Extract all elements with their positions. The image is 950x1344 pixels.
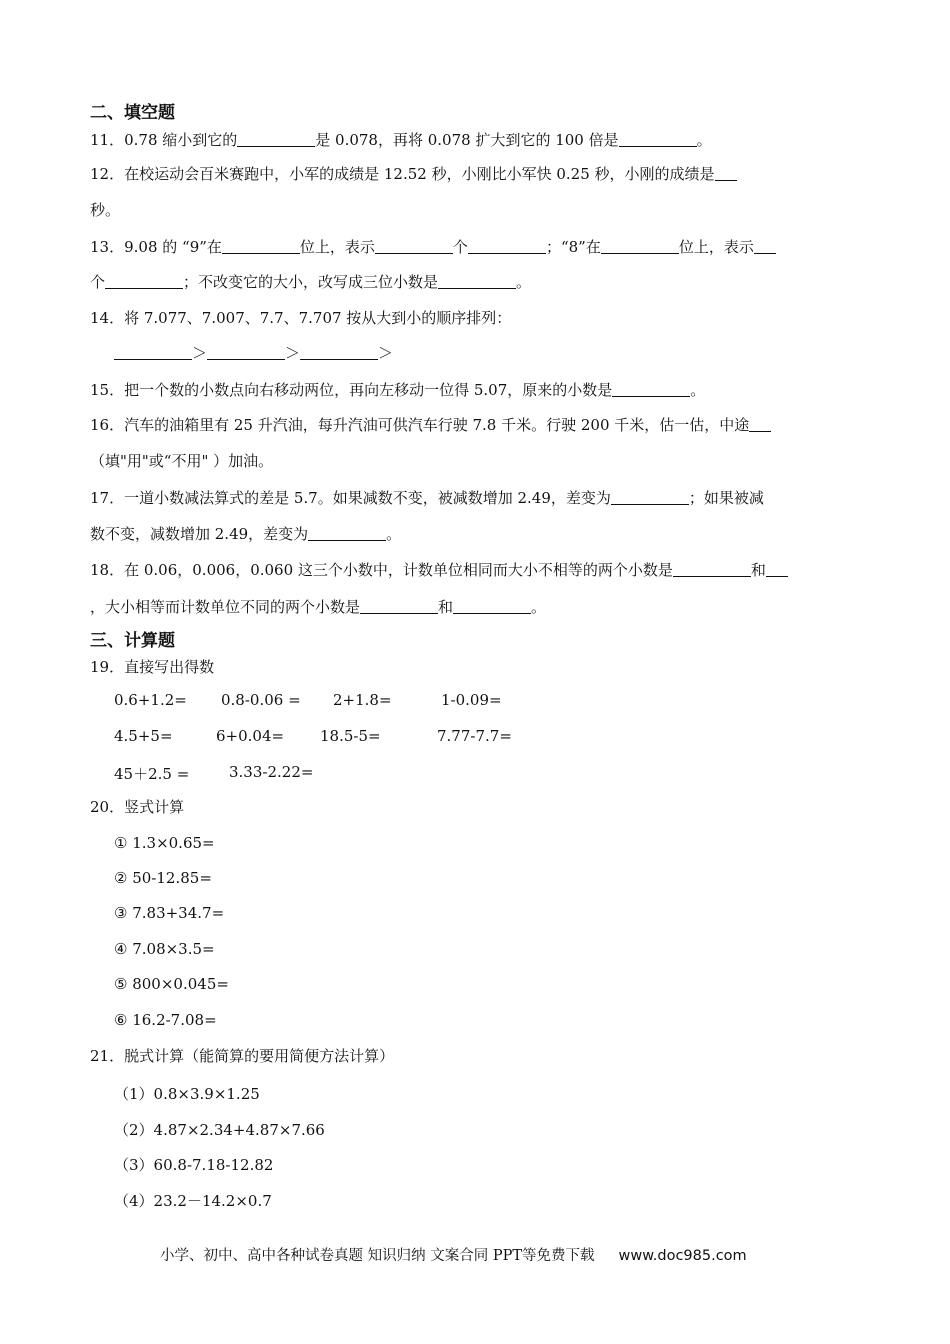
answer-blank[interactable] [673, 561, 751, 577]
question-15: 15．把一个数的小数点向右移动两位，再向左移动一位得 5.07，原来的小数是 。 [90, 381, 706, 399]
calc-item: 4.5+5= [114, 727, 173, 745]
answer-blank[interactable] [715, 165, 737, 181]
answer-blank[interactable] [438, 273, 516, 289]
question-18-cont: ，大小相等而计数单位不同的两个小数是 和 。 [90, 598, 547, 616]
calc-item: 45＋2.5 = [114, 765, 190, 783]
question-17: 17．一道小数减法算式的差是 5.7。如果减数不变，被减数增加 2.49，差变为 ；如果被减 [90, 489, 764, 507]
answer-blank[interactable] [468, 238, 546, 254]
answer-blank[interactable] [237, 131, 315, 147]
question-16-cont: （填"用"或“不用" ）加油。 [90, 452, 274, 470]
answer-blank[interactable] [308, 525, 386, 541]
answer-blank[interactable] [749, 416, 771, 432]
question-20-title: 20．竖式计算 [90, 798, 185, 816]
vertical-calc-item: ⑥ 16.2-7.08= [114, 1011, 217, 1029]
page-footer [160, 1244, 747, 1265]
calc-item: 3.33-2.22= [229, 763, 314, 781]
question-12-cont: 秒。 [90, 201, 121, 219]
question-13-cont: 个 ；不改变它的大小，改写成三位小数是 。 [90, 273, 532, 291]
vertical-calc-item: ③ 7.83+34.7= [114, 904, 225, 922]
answer-blank[interactable] [619, 131, 697, 147]
question-19-title: 19．直接写出得数 [90, 658, 215, 676]
footer-text: 小学、初中、高中各种试卷真题 知识归纳 文案合同 PPT等免费下载 [160, 1248, 595, 1264]
answer-blank[interactable] [611, 489, 689, 505]
calc-item: 0.8-0.06 = [221, 691, 301, 709]
answer-blank[interactable] [222, 238, 300, 254]
answer-blank[interactable] [105, 273, 183, 289]
answer-blank[interactable] [375, 238, 453, 254]
question-21-title: 21．脱式计算（能简算的要用简便方法计算） [90, 1047, 395, 1065]
answer-blank[interactable] [360, 598, 438, 614]
section-heading-fill-blank: 二、填空题 [90, 103, 175, 123]
stepwise-calc-item: （3）60.8-7.18-12.82 [114, 1156, 274, 1174]
answer-blank[interactable] [754, 238, 776, 254]
question-14: 14．将 7.077、7.007、7.7、7.707 按从大到小的顺序排列： [90, 309, 512, 327]
vertical-calc-item: ① 1.3×0.65= [114, 834, 215, 852]
answer-blank[interactable] [300, 344, 378, 360]
stepwise-calc-item: （2）4.87×2.34+4.87×7.66 [114, 1121, 325, 1139]
footer-url-link[interactable]: www.doc985.com [618, 1248, 747, 1264]
vertical-calc-item: ④ 7.08×3.5= [114, 940, 215, 958]
calc-item: 0.6+1.2= [114, 691, 187, 709]
question-11: 11．0.78 缩小到它的 是 0.078，再将 0.078 扩大到它的 100 倍是 。 [90, 131, 712, 149]
answer-blank[interactable] [453, 598, 531, 614]
question-14-order: ＞ ＞ ＞ [114, 343, 393, 363]
stepwise-calc-item: （1）0.8×3.9×1.25 [114, 1085, 260, 1103]
vertical-calc-item: ② 50-12.85= [114, 869, 212, 887]
calc-item: 7.77-7.7= [437, 727, 512, 745]
question-12: 12．在校运动会百米赛跑中，小军的成绩是 12.52 秒，小刚比小军快 0.25 秒，小刚的成绩是 [90, 164, 737, 184]
question-16: 16．汽车的油箱里有 25 升汽油，每升汽油可供汽车行驶 7.8 千米。行驶 200 千米，估一估，中途 [90, 415, 771, 435]
answer-blank[interactable] [114, 344, 192, 360]
calc-item: 18.5-5= [320, 727, 381, 745]
answer-blank[interactable] [612, 381, 690, 397]
answer-blank[interactable] [601, 238, 679, 254]
question-13: 13．9.08 的 “9”在 位上，表示 个 ；“8”在 位上，表示 [90, 237, 776, 257]
stepwise-calc-item: （4）23.2－14.2×0.7 [114, 1192, 272, 1210]
calc-item: 1-0.09= [441, 691, 502, 709]
question-17-cont: 数不变，减数增加 2.49，差变为 。 [90, 525, 402, 543]
calc-item: 6+0.04= [216, 727, 285, 745]
answer-blank[interactable] [207, 344, 285, 360]
vertical-calc-item: ⑤ 800×0.045= [114, 975, 229, 993]
section-heading-calculation: 三、计算题 [90, 631, 175, 651]
question-18: 18．在 0.06，0.006，0.060 这三个小数中，计数单位相同而大小不相等的两个小数是 和 [90, 560, 788, 580]
answer-blank[interactable] [766, 561, 788, 577]
calc-item: 2+1.8= [333, 691, 392, 709]
